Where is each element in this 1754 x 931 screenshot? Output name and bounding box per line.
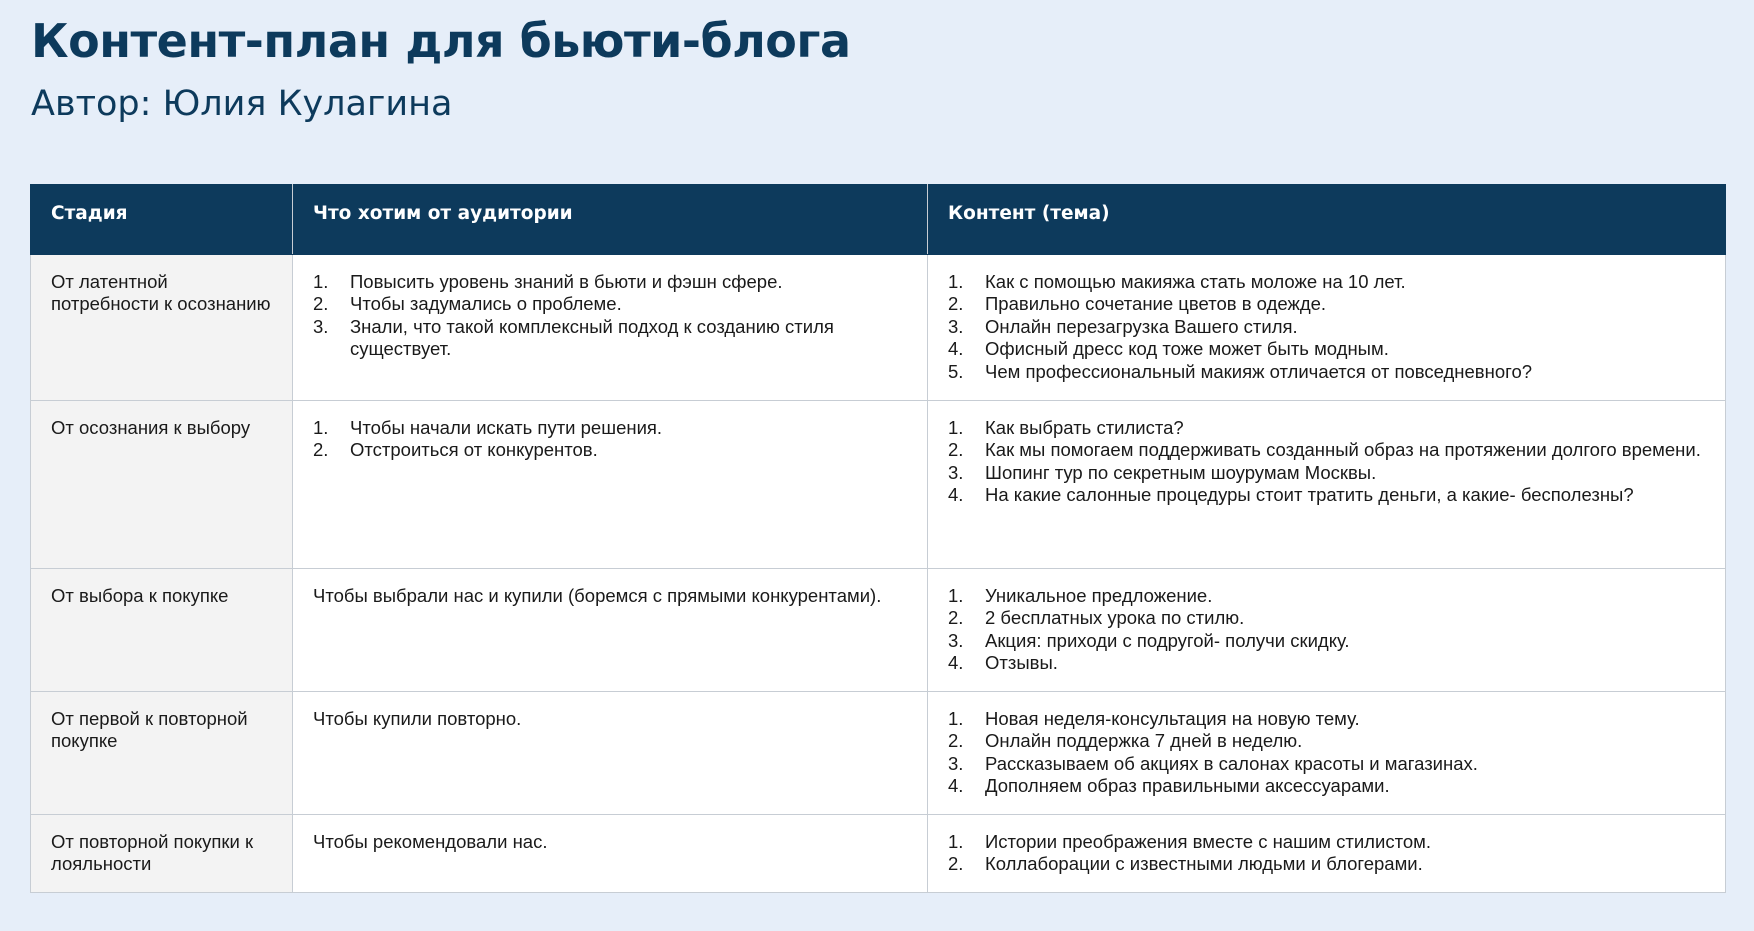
content-list: [948, 271, 1705, 383]
list-item: 1. Чтобы начали искать пути решения.: [313, 417, 663, 438]
table-row: [31, 255, 1726, 401]
stage-cell: От осознания к выбору: [31, 401, 293, 569]
list-item: 2. Коллаборации с известными людьми и блогерами.: [948, 853, 1423, 875]
goal-cell: Чтобы выбрали нас и купили (боремся с прямыми конкурентами).: [293, 569, 928, 692]
list-item: 1. Истории преображения вместе с нашим стилистом.: [948, 831, 1431, 852]
goal-list: [313, 271, 907, 361]
content-list: [948, 831, 1705, 876]
stage-cell: От первой к повторной покупке: [31, 692, 293, 815]
list-item: 2. Отстроиться от конкурентов.: [313, 439, 598, 461]
content-cell: [928, 401, 1726, 569]
column-header-stage: Стадия: [31, 185, 293, 255]
table-row: [31, 692, 1726, 815]
content-cell: [928, 569, 1726, 692]
goal-cell: [293, 255, 928, 401]
list-item: 1. Новая неделя-консультация на новую тему.: [948, 708, 1360, 729]
list-item: 5. Чем профессиональный макияж отличается от повседневного?: [948, 360, 1533, 382]
stage-cell: От выбора к покупке: [31, 569, 293, 692]
column-header-goal: Что хотим от аудитории: [293, 185, 928, 255]
list-item: 3. Знали, что такой комплексный подход к созданию стиля существует.: [313, 315, 834, 360]
goal-list: [313, 417, 907, 462]
stage-cell: От повторной покупки к лояльности: [31, 815, 293, 893]
content-cell: [928, 255, 1726, 401]
list-item: 3. Рассказываем об акциях в салонах красоты и магазинах.: [948, 752, 1478, 774]
list-item: 1. Как выбрать стилиста?: [948, 417, 1184, 438]
page-title: Контент-план для бьюти-блога: [31, 14, 851, 68]
list-item: 2. Чтобы задумались о проблеме.: [313, 293, 622, 315]
page-subtitle: Автор: Юлия Кулагина: [31, 84, 453, 124]
content-list: [948, 708, 1705, 798]
table-row: [31, 815, 1726, 893]
list-item: 4. Отзывы.: [948, 652, 1058, 674]
list-item: 4. На какие салонные процедуры стоит тратить деньги, а какие- бесполезны?: [948, 484, 1634, 506]
list-item: 1. Повысить уровень знаний в бьюти и фэшн сфере.: [313, 271, 783, 292]
goal-cell: Чтобы купили повторно.: [293, 692, 928, 815]
content-cell: [928, 692, 1726, 815]
list-item: 3. Шопинг тур по секретным шоурумам Москвы.: [948, 461, 1377, 483]
list-item: 4. Офисный дресс код тоже может быть модным.: [948, 338, 1389, 360]
list-item: 4. Дополняем образ правильными аксессуарами.: [948, 775, 1390, 797]
list-item: 2. Как мы помогаем поддерживать созданный образ на протяжении долгого времени.: [948, 439, 1701, 461]
goal-cell: [293, 401, 928, 569]
list-item: 2. 2 бесплатных урока по стилю.: [948, 607, 1245, 629]
list-item: 3. Онлайн перезагрузка Вашего стиля.: [948, 315, 1298, 337]
content-cell: [928, 815, 1726, 893]
list-item: 3. Акция: приходи с подругой- получи скидку.: [948, 629, 1350, 651]
list-item: 2. Правильно сочетание цветов в одежде.: [948, 293, 1327, 315]
content-plan-table: [30, 184, 1726, 893]
table-row: [31, 401, 1726, 569]
stage-cell: От латентной потребности к осознанию: [31, 255, 293, 401]
list-item: 1. Как с помощью макияжа стать моложе на 10 лет.: [948, 271, 1406, 292]
goal-cell: Чтобы рекомендовали нас.: [293, 815, 928, 893]
list-item: 2. Онлайн поддержка 7 дней в неделю.: [948, 730, 1303, 752]
list-item: 1. Уникальное предложение.: [948, 585, 1213, 606]
column-header-content: Контент (тема): [928, 185, 1726, 255]
content-list: [948, 417, 1705, 507]
content-list: [948, 585, 1705, 675]
table-row: [31, 569, 1726, 692]
table-header-row: [31, 185, 1726, 255]
